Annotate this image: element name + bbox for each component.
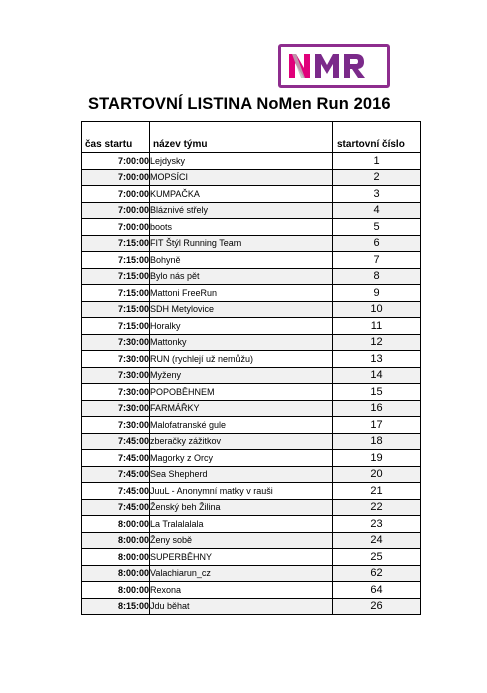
team-name-cell: La Tralalalala (150, 516, 333, 533)
team-name-cell: MOPSÍCI (150, 169, 333, 186)
table-row (82, 516, 421, 533)
header-start-time: čas startu (82, 122, 150, 153)
start-number-cell: 4 (333, 202, 421, 219)
table-row (82, 285, 421, 302)
start-time-cell: 7:15:00 (82, 301, 150, 318)
start-number-cell: 24 (333, 532, 421, 549)
start-time-cell: 8:15:00 (82, 598, 150, 615)
start-number-cell: 21 (333, 483, 421, 500)
start-number-cell: 22 (333, 499, 421, 516)
start-number-cell: 64 (333, 582, 421, 599)
team-name-cell: FARMÁŘKY (150, 400, 333, 417)
start-time-cell: 7:00:00 (82, 169, 150, 186)
start-time-cell: 7:45:00 (82, 499, 150, 516)
table-row (82, 334, 421, 351)
start-list-table (81, 121, 421, 615)
header-start-number: startovní číslo (333, 122, 421, 153)
start-number-cell: 3 (333, 186, 421, 203)
nmr-logo-mark (281, 47, 387, 85)
table-row (82, 433, 421, 450)
team-name-cell: Mattonky (150, 334, 333, 351)
table-header-row (82, 122, 421, 153)
start-time-cell: 7:00:00 (82, 202, 150, 219)
start-time-cell: 7:30:00 (82, 351, 150, 368)
start-time-cell: 7:45:00 (82, 466, 150, 483)
table-row (82, 301, 421, 318)
team-name-cell: KUMPAČKA (150, 186, 333, 203)
team-name-cell: Ženy sobě (150, 532, 333, 549)
start-number-cell: 62 (333, 565, 421, 582)
table-row (82, 499, 421, 516)
table-row (82, 367, 421, 384)
team-name-cell: POPOBĚHNEM (150, 384, 333, 401)
team-name-cell: Lejdysky (150, 153, 333, 170)
team-name-cell: Bohyně (150, 252, 333, 269)
start-number-cell: 1 (333, 153, 421, 170)
start-time-cell: 7:45:00 (82, 433, 150, 450)
table-row (82, 598, 421, 615)
table-row (82, 582, 421, 599)
start-time-cell: 7:15:00 (82, 268, 150, 285)
start-time-cell: 7:15:00 (82, 318, 150, 335)
table-row (82, 351, 421, 368)
team-name-cell: Jdu běhat (150, 598, 333, 615)
table-row (82, 235, 421, 252)
table-row (82, 169, 421, 186)
table-row (82, 186, 421, 203)
start-number-cell: 5 (333, 219, 421, 236)
start-time-cell: 7:15:00 (82, 252, 150, 269)
table-row (82, 252, 421, 269)
start-time-cell: 7:00:00 (82, 219, 150, 236)
start-time-cell: 7:45:00 (82, 483, 150, 500)
start-time-cell: 8:00:00 (82, 582, 150, 599)
start-number-cell: 14 (333, 367, 421, 384)
start-time-cell: 8:00:00 (82, 516, 150, 533)
table-row (82, 549, 421, 566)
team-name-cell: Sea Shepherd (150, 466, 333, 483)
team-name-cell: SDH Metylovice (150, 301, 333, 318)
start-number-cell: 12 (333, 334, 421, 351)
start-number-cell: 17 (333, 417, 421, 434)
team-name-cell: Ženský beh Žilina (150, 499, 333, 516)
start-number-cell: 23 (333, 516, 421, 533)
start-time-cell: 8:00:00 (82, 532, 150, 549)
start-number-cell: 6 (333, 235, 421, 252)
table-row (82, 219, 421, 236)
start-time-cell: 7:45:00 (82, 450, 150, 467)
table-row (82, 268, 421, 285)
start-number-cell: 18 (333, 433, 421, 450)
start-time-cell: 7:30:00 (82, 384, 150, 401)
start-time-cell: 7:30:00 (82, 367, 150, 384)
start-time-cell: 7:00:00 (82, 186, 150, 203)
team-name-cell: Rexona (150, 582, 333, 599)
table-row (82, 384, 421, 401)
team-name-cell: Myženy (150, 367, 333, 384)
start-number-cell: 13 (333, 351, 421, 368)
start-number-cell: 2 (333, 169, 421, 186)
table-row (82, 532, 421, 549)
team-name-cell: RUN (rychlejí už nemůžu) (150, 351, 333, 368)
team-name-cell: FIT Štýl Running Team (150, 235, 333, 252)
start-time-cell: 7:15:00 (82, 235, 150, 252)
start-number-cell: 7 (333, 252, 421, 269)
team-name-cell: Bláznivé střely (150, 202, 333, 219)
team-name-cell: Bylo nás pět (150, 268, 333, 285)
team-name-cell: Horalky (150, 318, 333, 335)
team-name-cell: zberačky zážitkov (150, 433, 333, 450)
table-row (82, 483, 421, 500)
table-row (82, 202, 421, 219)
start-time-cell: 7:30:00 (82, 334, 150, 351)
nmr-logo (278, 44, 390, 88)
team-name-cell: Malofatranské gule (150, 417, 333, 434)
start-number-cell: 10 (333, 301, 421, 318)
start-number-cell: 15 (333, 384, 421, 401)
team-name-cell: Magorky z Orcy (150, 450, 333, 467)
team-name-cell: Valachiarun_cz (150, 565, 333, 582)
start-number-cell: 8 (333, 268, 421, 285)
team-name-cell: JuuL - Anonymní matky v rauši (150, 483, 333, 500)
table-row (82, 153, 421, 170)
table-row (82, 565, 421, 582)
start-number-cell: 20 (333, 466, 421, 483)
start-time-cell: 7:15:00 (82, 285, 150, 302)
table-row (82, 450, 421, 467)
start-time-cell: 7:30:00 (82, 417, 150, 434)
start-number-cell: 16 (333, 400, 421, 417)
table-row (82, 466, 421, 483)
header-team-name: název týmu (150, 122, 333, 153)
team-name-cell: SUPERBĚHNY (150, 549, 333, 566)
start-number-cell: 9 (333, 285, 421, 302)
team-name-cell: boots (150, 219, 333, 236)
start-number-cell: 19 (333, 450, 421, 467)
start-time-cell: 8:00:00 (82, 549, 150, 566)
table-row (82, 417, 421, 434)
page-title: STARTOVNÍ LISTINA NoMen Run 2016 (88, 95, 391, 113)
table-row (82, 318, 421, 335)
table-row (82, 400, 421, 417)
start-time-cell: 7:00:00 (82, 153, 150, 170)
start-number-cell: 11 (333, 318, 421, 335)
start-number-cell: 26 (333, 598, 421, 615)
start-number-cell: 25 (333, 549, 421, 566)
team-name-cell: Mattoni FreeRun (150, 285, 333, 302)
start-time-cell: 8:00:00 (82, 565, 150, 582)
start-time-cell: 7:30:00 (82, 400, 150, 417)
